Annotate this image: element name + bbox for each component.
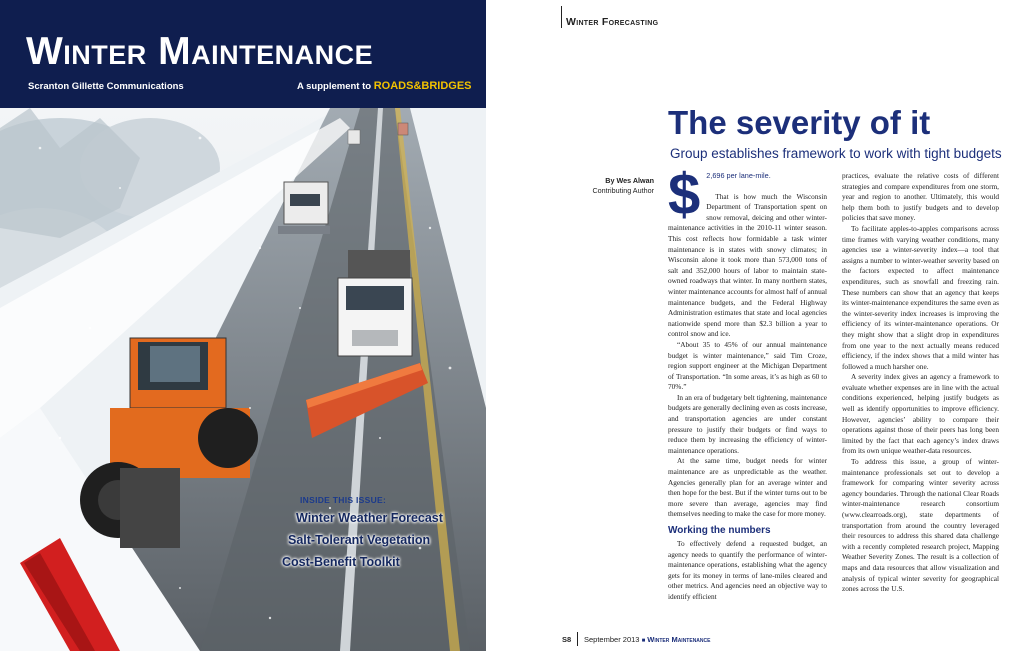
masthead xyxy=(0,0,486,108)
deck: Group establishes framework to work with tight budgets xyxy=(670,146,1002,161)
byline xyxy=(586,176,654,196)
page-number: S8 xyxy=(562,635,572,644)
paragraph: That is how much the Wisconsin Department of Transportation spent on snow removal, deicing and other winter-maintenance activities in the 2010-11 winter season. This cost reflects how formidable a task winter maintenance is in states with snowy climates; in Wisconsin alone it took more than 573,000 tons of salt and 352,000 hours of labor to maintain state-owned roadways that winter. In many northern states, winter maintenance accounts for almost half of annual maintenance budgets, and the Federal Highway Administration estimates that state and local agencies nationwide spend more than $2.3 billion a year to control snow and ice. xyxy=(668,191,827,339)
paragraph: practices, evaluate the relative costs of different strategies and compare expenditures from one storm, year and region to another. Ultimately, this would help them both to justify budgets and to develop policies that save money. xyxy=(842,171,999,223)
inside-item-toolkit[interactable]: Cost-Benefit Toolkit xyxy=(282,555,400,569)
section-divider xyxy=(561,6,562,28)
byline-role: Contributing Author xyxy=(592,186,654,195)
lead-text: 2,696 per lane-mile. xyxy=(706,171,771,180)
paragraph: To effectively defend a requested budget, an agency needs to quantify the performance of winter-maintenance operations, establishing what the agency gets for its money in terms of lane-miles cleared and other metrics. And agencies need an objective way to identify efficient xyxy=(668,539,827,601)
paragraph: At the same time, budget needs for winter maintenance are as unpredictable as the weather. Agencies generally plan for an average winter and then hope for the best. But if the winter turns out to be more severe than average, agencies may find themselves needing to make the case for more money. xyxy=(668,456,827,519)
footer-info xyxy=(584,635,710,644)
supplement-prefix: A supplement to xyxy=(297,81,372,92)
section-label: Winter Forecasting xyxy=(566,16,659,28)
cover-page xyxy=(0,0,486,651)
inside-issue-heading: INSIDE THIS ISSUE: xyxy=(300,495,387,505)
masthead-publisher: Scranton Gillette Communications xyxy=(28,81,184,92)
roads-bridges-logo: ROADS&BRIDGES xyxy=(373,80,472,92)
footer-bullet-icon: ■ xyxy=(641,638,646,644)
masthead-title: Winter Maintenance xyxy=(26,30,374,73)
headline: The severity of it xyxy=(668,104,931,141)
paragraph: To facilitate apples-to-apples comparisons across time frames with varying weather conditions, many agencies use a winter-severity index—a tool that assigns a number to winter-weather severity based on the factors expected to affect maintenance expenditures, such as snowfall and freezing rain. These numbers can show that an agency that keeps its winter-maintenance expenditures the same even as the winter-severity index increases is improving the efficiency of its winter-maintenance operations. Or they might show that a slight drop in expenditures from one year to the next actually means reduced efficiency, if the index shows that a mild winter has followed a much harsher one. xyxy=(842,223,999,371)
paragraph: In an era of budgetary belt tightening, maintenance budgets are generally declining even as costs increase, and transportation agencies are under constant pressure to justify their budgets or find ways to reduce them by increasing the efficiency of winter-maintenance operations. xyxy=(668,392,827,455)
footer-brand: Winter Maintenance xyxy=(647,635,711,644)
dropcap: $ xyxy=(668,162,701,227)
paragraph: To address this issue, a group of winter-maintenance professionals set out to develop a framework for comparing winter severity across agency boundaries. Through the national Clear Roads winter-maintenance research consortium (www.clearroads.org), state departments of transportation from around the country leveraged their resources to address this shared data challenge with a recently completed research project, Mapping Weather Severity Zones. The result is a collection of maps and data resources that allow visualization and analysis of typical winter severity for geographical zones across the U.S. xyxy=(842,457,999,594)
footer-divider xyxy=(577,632,578,646)
masthead-supplement xyxy=(297,80,472,92)
article-column-1 xyxy=(668,162,827,603)
inside-item-forecast[interactable]: Winter Weather Forecast xyxy=(296,511,443,525)
paragraph: A severity index gives an agency a framework to evaluate whether expenses are in line with the actual conditions experienced, helping justify budgets as well as identify opportunities to improve efficiency. However, agencies’ ability to compare their operations against those of their peers has long been limited by the fact that each agency’s index draws from its own unique weather-data resources. xyxy=(842,372,999,456)
paragraph: “About 35 to 45% of our annual maintenance budget is winter maintenance,” said Tim Croze, region support engineer at the Michigan Department of Transportation. “In some areas, it’s as high as 60 to 70%.” xyxy=(668,339,827,392)
subhead: Working the numbers xyxy=(668,525,771,536)
inside-item-vegetation[interactable]: Salt-Tolerant Vegetation xyxy=(288,533,431,547)
article-column-2 xyxy=(842,171,999,595)
snowplow-highway-photo xyxy=(0,108,486,651)
byline-name: By Wes Alwan xyxy=(605,176,654,185)
footer-date: September 2013 xyxy=(584,635,640,644)
